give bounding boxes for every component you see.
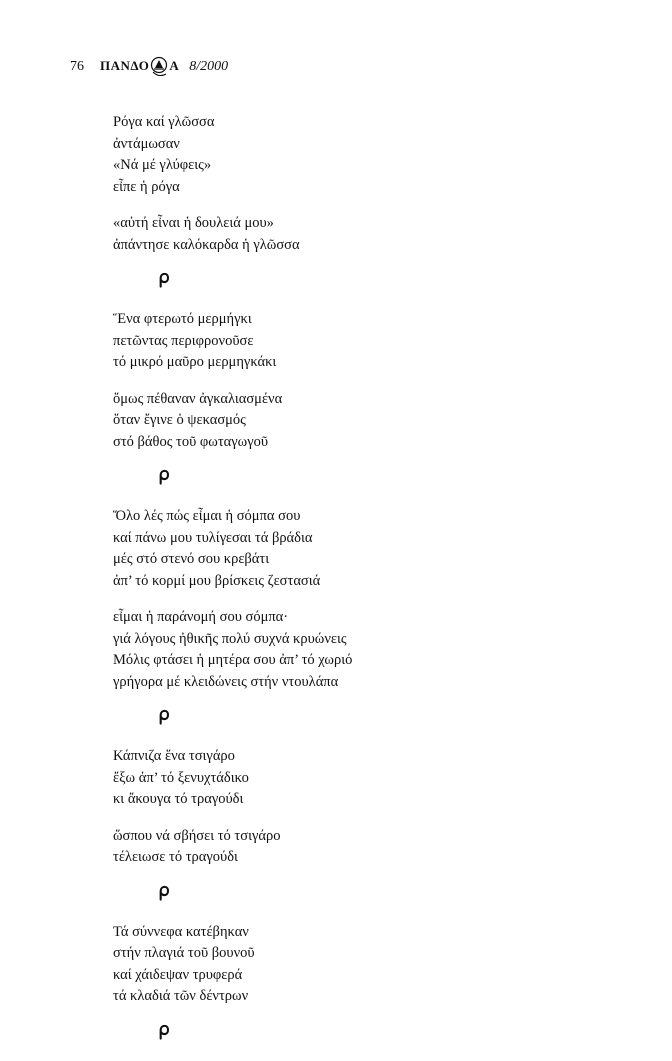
poem-line: τό μικρό μαῦρο μερμηγκάκι xyxy=(113,354,277,370)
rho-ornament-icon xyxy=(157,708,171,726)
section-separator xyxy=(157,708,633,728)
poem-line: Ἕνα φτερωτό μερμήγκι xyxy=(113,311,252,327)
stanza xyxy=(113,922,633,1008)
stanza xyxy=(113,506,633,592)
poem-line: ὅμως πέθαναν ἀγκαλιασμένα xyxy=(113,390,283,407)
poem-collection xyxy=(113,112,633,1061)
poem-line: τά κλαδιά τῶν δέντρων xyxy=(113,988,249,1004)
poem-line: τέλειωσε τό τραγούδι xyxy=(113,849,238,865)
magazine-title-left: ΠΑΝΔΟ xyxy=(100,58,150,73)
rho-ornament-icon xyxy=(157,271,171,289)
poem-line: ὥσπου νά σβήσει τό τσιγάρο xyxy=(113,827,281,844)
poem-line: Ὅλο λές πώς εἶμαι ἡ σόμπα σου xyxy=(113,508,301,524)
issue-number: 8/2000 xyxy=(189,59,229,74)
poem xyxy=(113,746,633,869)
poem-line: εἶμαι ἡ παράνομή σου σόμπα· xyxy=(113,609,289,625)
page-number: 76 xyxy=(70,59,84,74)
section-separator xyxy=(157,468,633,488)
poem-line: ἀπάντησε καλόκαρδα ἡ γλῶσσα xyxy=(113,236,300,253)
poem-line: ἔξω ἀπ’ τό ξενυχτάδικο xyxy=(113,769,249,786)
rho-ornament-icon xyxy=(157,468,171,486)
poem-line: πετῶντας περιφρονοῦσε xyxy=(113,332,254,349)
magazine-title-right: Α xyxy=(169,58,180,73)
poem-line: Μόλις φτάσει ἡ μητέρα σου ἀπ’ τό χωριό xyxy=(113,652,353,668)
stanza xyxy=(113,213,633,256)
magazine-title xyxy=(100,56,179,76)
poem-line: «Νά μέ γλύφεις» xyxy=(113,157,212,173)
poem-line: ὅταν ἔγινε ὁ ψεκασμός xyxy=(113,412,246,428)
stanza xyxy=(113,607,633,693)
poem-line: γρήγορα μέ κλειδώνεις στήν ντουλάπα xyxy=(113,673,339,690)
poem xyxy=(113,506,633,693)
poem-line: Τά σύννεφα κατέβηκαν xyxy=(113,923,249,940)
stanza xyxy=(113,112,633,198)
poem-line: στήν πλαγιά τοῦ βουνοῦ xyxy=(113,945,255,961)
stanza xyxy=(113,746,633,811)
poem-line: στό βάθος τοῦ φωταγωγοῦ xyxy=(113,433,269,450)
rho-ornament-icon xyxy=(157,884,171,902)
stanza xyxy=(113,389,633,454)
poem-line: γιά λόγους ἠθικῆς πολύ συχνά κρυώνεις xyxy=(113,630,347,647)
poem-line: καί πάνω μου τυλίγεσαι τά βράδια xyxy=(113,529,313,546)
poem-line: Ρόγα καί γλῶσσα xyxy=(113,114,215,130)
stanza xyxy=(113,826,633,869)
poem-line: καί χάιδεψαν τρυφερά xyxy=(113,966,243,983)
poem xyxy=(113,112,633,256)
poem xyxy=(113,922,633,1008)
running-header xyxy=(70,56,228,76)
poem-line: εἶπε ἡ ρόγα xyxy=(113,178,180,195)
poem-line: ἀντάμωσαν xyxy=(113,135,180,152)
stanza xyxy=(113,309,633,374)
poem-line: ἀπ’ τό κορμί μου βρίσκεις ζεστασιά xyxy=(113,572,321,589)
poem xyxy=(113,309,633,453)
poem-line: «αὐτή εἶναι ἡ δουλειά μου» xyxy=(113,215,274,231)
poem-line: μές στό στενό σου κρεβάτι xyxy=(113,551,270,567)
ship-logo-icon xyxy=(150,56,168,76)
section-separator xyxy=(157,884,633,904)
section-separator xyxy=(157,271,633,291)
poem-line: κι ἄκουγα τό τραγούδι xyxy=(113,791,244,807)
section-separator xyxy=(157,1023,633,1043)
poem-line: Κάπνιζα ἕνα τσιγάρο xyxy=(113,748,235,764)
rho-ornament-icon xyxy=(157,1023,171,1041)
